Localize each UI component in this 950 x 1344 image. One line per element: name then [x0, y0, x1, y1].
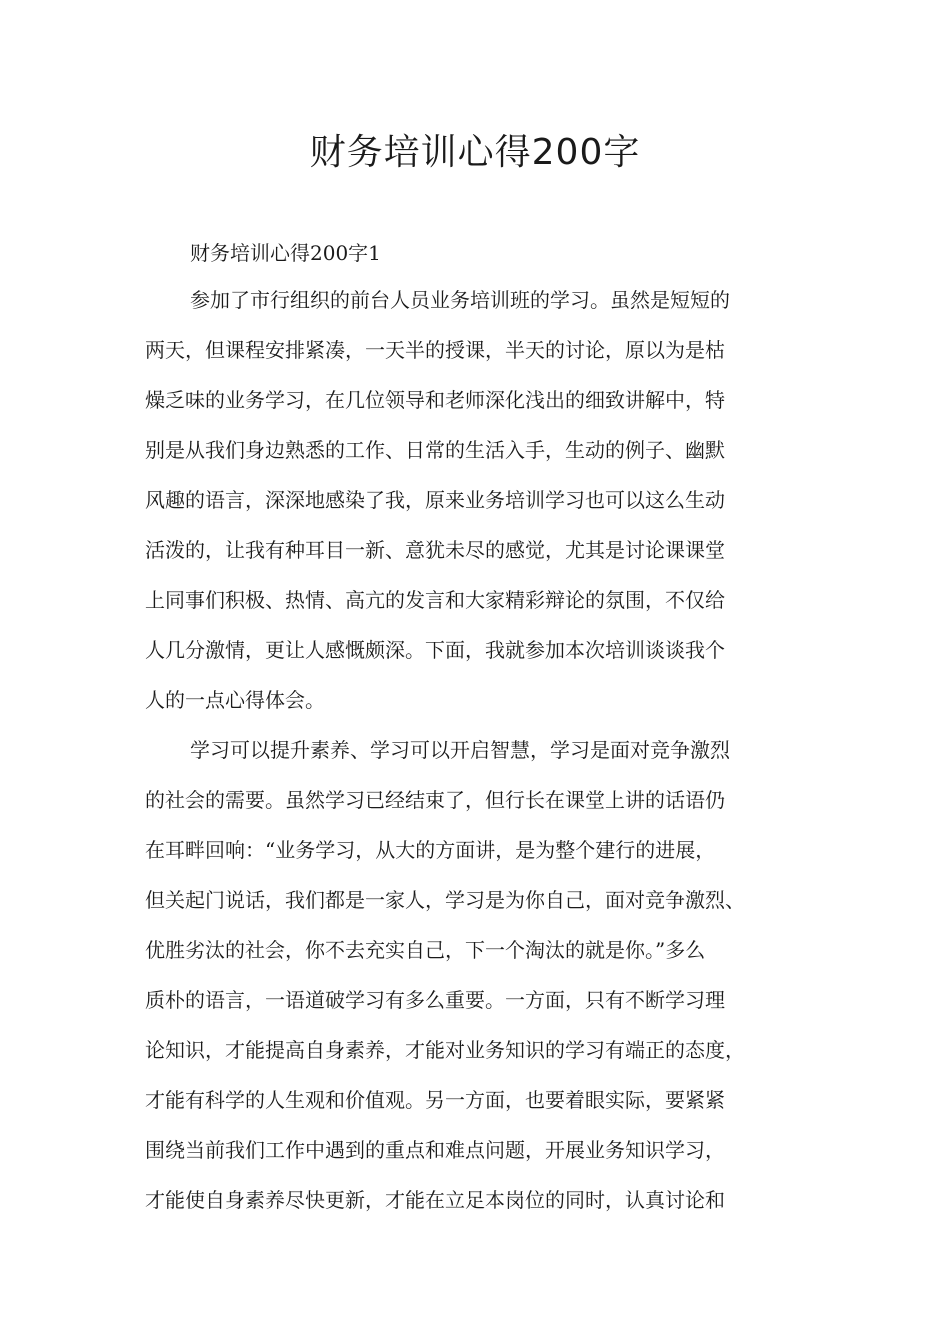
text-line: 学习可以提升素养、学习可以开启智慧，学习是面对竞争激烈: [190, 738, 730, 762]
text-line: 的社会的需要。虽然学习已经结束了，但行长在课堂上讲的话语仍: [145, 788, 725, 812]
section-heading: 财务培训心得200字1: [190, 241, 381, 265]
text-line: 优胜劣汰的社会，你不去充实自己，下一个淘汰的就是你。”多么: [145, 938, 706, 962]
document-title: 财务培训心得200字: [309, 132, 641, 173]
paragraph-2: [145, 725, 825, 1225]
text-line: 论知识，才能提高自身素养，才能对业务知识的学习有端正的态度，: [145, 1038, 745, 1062]
paragraph-1: [145, 275, 825, 725]
text-line: 别是从我们身边熟悉的工作、日常的生活入手，生动的例子、幽默: [145, 438, 725, 462]
text-line: 围绕当前我们工作中遇到的重点和难点问题，开展业务知识学习，: [145, 1138, 725, 1162]
text-line: 活泼的，让我有种耳目一新、意犹未尽的感觉，尤其是讨论课课堂: [145, 538, 725, 562]
text-line: 人几分激情，更让人感慨颇深。下面，我就参加本次培训谈谈我个: [145, 638, 725, 662]
text-line: 才能有科学的人生观和价值观。另一方面，也要着眼实际，要紧紧: [145, 1088, 725, 1112]
text-line: 质朴的语言，一语道破学习有多么重要。一方面，只有不断学习理: [145, 988, 725, 1012]
text-line: 两天，但课程安排紧凑，一天半的授课，半天的讨论，原以为是枯: [145, 338, 725, 362]
text-line: 上同事们积极、热情、高亢的发言和大家精彩辩论的氛围，不仅给: [145, 588, 725, 612]
text-line: 参加了市行组织的前台人员业务培训班的学习。虽然是短短的: [190, 288, 730, 312]
text-line: 在耳畔回响：“业务学习，从大的方面讲，是为整个建行的进展，: [145, 838, 716, 862]
text-line: 才能使自身素养尽快更新，才能在立足本岗位的同时，认真讨论和: [145, 1188, 725, 1212]
text-line: 燥乏味的业务学习，在几位领导和老师深化浅出的细致讲解中，特: [145, 388, 725, 412]
text-line: 但关起门说话，我们都是一家人，学习是为你自己，面对竞争激烈、: [145, 888, 745, 912]
text-line: 风趣的语言，深深地感染了我，原来业务培训学习也可以这么生动: [145, 488, 725, 512]
text-line: 人的一点心得体会。: [145, 688, 325, 712]
